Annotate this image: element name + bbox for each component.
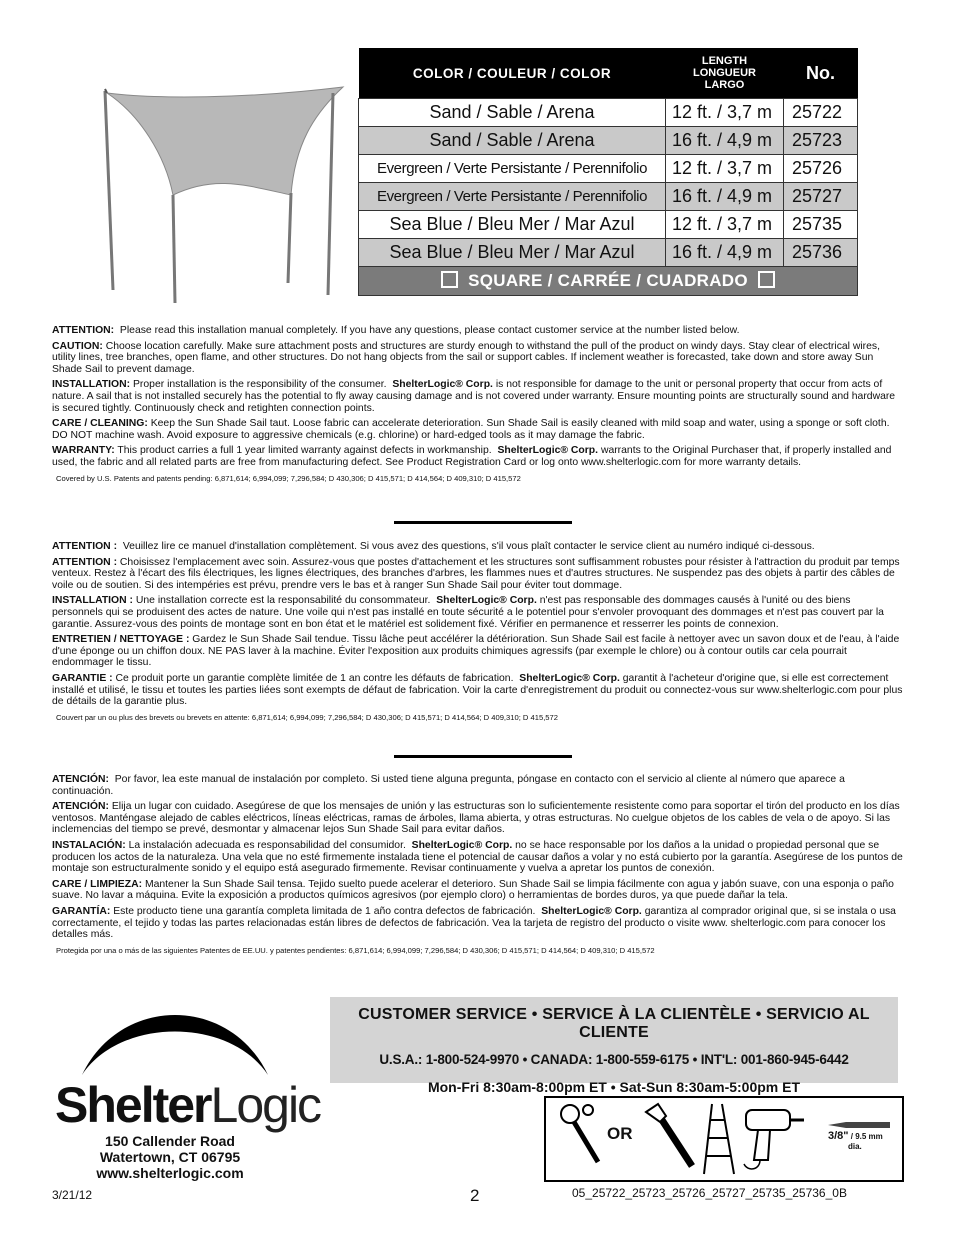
attention-label: ATENCIÓN: — [52, 774, 109, 785]
address-line: Watertown, CT 06795 — [99, 1149, 241, 1165]
drill-size-label: 3/8" / 9.5 mm dia. — [828, 1130, 883, 1151]
company-address — [80, 1133, 260, 1181]
english-section: ATTENTION: Please read this installation manual completely. If you have any questions, please contact customer service at the number listed below. CAUTION: Choose location carefully. Make sure attachment posts and structures are sturdy enough to withstand the pull of the product on windy days. Stay clear of electrical wires, utility lines, tree branches, open flame, and other structures. Do not hang objects from the sail or support cables. If inclement weather is forecasted, take down and store away Sun Shade Sail to prevent damage. INSTALLATION: Proper installation is the responsibility of the consumer. ShelterLogic® Corp. is not responsible for damage to the unit or personal property that occur from acts of nature. A sail that is not installed securely has the potential to fly away causing damage and is not covered under warranty. Ensure mounting points are structurally sound and hardware is secured tightly. Continuously check and retighten connection points. CARE / CLEANING: Keep the Sun Shade Sail taut. Loose fabric can accelerate deterioration. Sun Shade Sail is easily cleaned with mild soap and water, using a sponge or soft cloth. DO NOT machine wash. Avoid exposure to aggressive chemicals (e.g. chlorine) or hard-edged tools as it may damage the fabric. WARRANTY: This product carries a full 1 year limited warranty against defects in workmanship. ShelterLogic® Corp. warrants to the Original Purchaser that, if properly installed and used, the fabric and all related parts are free from manufacturing defect. See Product Registration Card or log onto www.shelterlogic.com for more warranty details. Covered by U.S. Patents and patents pending: 6,871,614; 6,994,099; 7,296,584; D 430,306; D 415,571; D 414,564; D 409,310; D 415,572 — [52, 325, 904, 484]
customer-service-title: CUSTOMER SERVICE • SERVICE À LA CLIENTÈLE • SERVICIO AL CLIENTE — [358, 1006, 870, 1041]
header-number: No. — [784, 48, 858, 99]
attention-label: ATTENTION: — [52, 325, 115, 336]
caution-text: Choose location carefully. Make sure attachment posts and structures are sturdy enough to withstand the pull of the product on windy days. Stay clear of electrical wires, utility lines, tree branches, open flame, and other structures. Do not hang objects from the sail or support cables. If inclement weather is forecasted, take down and store away Sun Shade Sail to prevent damage. — [52, 340, 880, 375]
number-cell: 25735 — [784, 211, 858, 239]
patents-text: Covered by U.S. Patents and patents pending: 6,871,614; 6,994,099; 7,296,584; D 430,306; D 415,571; D 414,564; D 409,310; D 415,572 — [56, 473, 521, 483]
length-cell: 16 ft. / 4,9 m — [666, 239, 784, 267]
care-label: CARE / CLEANING: — [52, 418, 148, 430]
color-cell: Sand / Sable / Arena — [359, 99, 666, 127]
length-cell: 12 ft. / 3,7 m — [666, 211, 784, 239]
checkbox-icon — [441, 271, 458, 288]
caution-label: CAUTION: — [52, 340, 103, 352]
brand-name: ShelterLogic® Corp. — [497, 445, 599, 457]
product-table — [358, 48, 858, 296]
warranty-label: WARRANTY: — [52, 445, 115, 457]
attention-text: Please read this installation manual completely. If you have any questions, please contact customer service at the number listed below. — [119, 325, 740, 336]
table-row — [359, 211, 858, 239]
number-cell: 25722 — [784, 99, 858, 127]
brand-name: ShelterLogic® Corp. — [436, 595, 537, 607]
color-cell: Sand / Sable / Arena — [359, 127, 666, 155]
patents-text: Couvert par un ou plus des brevets ou brevets en attente: 6,871,614; 6,994,099; 7,296,584; D 430,306; D 415,571; D 414,564; D 409,310; D 415,572 — [56, 712, 558, 722]
section-divider — [394, 755, 572, 758]
revision-date: 3/21/12 — [52, 1188, 93, 1202]
power-drill-icon — [738, 1100, 808, 1176]
care-label: CARE / LIMPIEZA: — [52, 878, 143, 890]
installation-label: INSTALLATION: — [52, 379, 131, 391]
table-row — [359, 239, 858, 267]
caution-text: Elija un lugar con cuidado. Asegúrese de que los mensajes de unión y las estructuras son lo suficientemente resistente como para soportar el tirón del producto en los días ventosos. Manténgase alejado de cables eléctricos, líneas eléctricas, ramas de árboles, llama abierta, y otras estructuras. No cuelgue objetos de los cables de vela o de apoyo. Si las inclemencias del tiempo se prevé, desmontar y almacenar lejos Sun Shade Sail para evitar daños. — [52, 801, 900, 836]
care-text: Mantener la Sun Shade Sail tensa. Tejido suelto puede acelerar el deterioro. Sun Shade Sail se limpia fácilmente con agua y jabón suave, con una esponja o paño suave. No lavar a máquina. Evite la exposición a productos químicos agresivos (por ejemplo cloro) o herramientas de bordes duros, ya que puede dañar la tela. — [52, 878, 894, 902]
spanish-section: ATENCIÓN: Por favor, lea este manual de instalación por completo. Si usted tiene alguna pregunta, póngase en contacto con el servicio al cliente al número que aparece a continuación. ATENCIÓN: Elija un lugar con cuidado. Asegúrese de que los mensajes de unión y las estructuras son lo suficientemente resistente como para soportar el tirón del producto en los días ventosos. Manténgase alejado de cables eléctricos, líneas eléctricas, ramas de árboles, llama abierta, y otras estructuras. No cuelgue objetos de los cables de vela o de apoyo. Si las inclemencias del tiempo se prevé, desmontar y almacenar lejos Sun Shade Sail para evitar daños. INSTALACIÓN: La instalación adecuada es responsabilidad del consumidor. ShelterLogic® Corp. no se hace responsable por los daños a la unidad o propiedad personal que se producen los actos de la naturaleza. Una vela que no esté firmemente instalada tiene el potencial de causar daños a volar y no está cubierto por la garantía. Asegúrese de los puntos de montaje son estructuralmente sonido y el equipo está asegurado firmemente. Revisar continuamente y vuelva a apretar los puntos de conexión. CARE / LIMPIEZA: Mantener la Sun Shade Sail tensa. Tejido suelto puede acelerar el deterioro. Sun Shade Sail se limpia fácilmente con agua y jabón suave, con una esponja o paño suave. No lavar a máquina. Evite la exposición a productos químicos agresivos (por ejemplo cloro) o herramientas de bordes duros, ya que puede dañar la tela. GARANTÍA: Este producto tiene una garantía completa limitada de 1 año contra defectos de fabricación. ShelterLogic® Corp. garantiza al comprador original que, si se instala o usa correctamente, el tejido y todas las partes relacionadas están libres de defectos de fabricación. Vea la tarjeta de registro del producto o visite www. shelterlogic.com para conocer los detalles más. Protegida por una o más de las siguientes Patentes de EE.UU. y patentes pendientes: 6,871,614; 6,994,099; 7,296,584; D 430,306; D 415,571; D 414,564; D 409,310; D 415,572 — [52, 774, 903, 955]
step-ladder-icon — [700, 1100, 740, 1176]
installation-label: INSTALLATION : — [52, 595, 133, 607]
length-cell: 12 ft. / 3,7 m — [666, 99, 784, 127]
drill-bit-icon — [826, 1120, 892, 1130]
table-row — [359, 155, 858, 183]
length-cell: 16 ft. / 4,9 m — [666, 127, 784, 155]
customer-service-hours: Mon-Fri 8:30am-8:00pm ET • Sat-Sun 8:30am-5:00pm ET — [427, 1079, 801, 1095]
section-divider — [394, 521, 572, 524]
warranty-label: GARANTÍA: — [52, 905, 111, 917]
attention-text: Veuillez lire ce manuel d'installation complètement. Si vous avez des questions, s'il vous plaît contacter le service client au numéro indiqué ci-dessous. — [122, 541, 815, 552]
table-row — [359, 127, 858, 155]
patents-text: Protegida por una o más de las siguientes Patentes de EE.UU. y patentes pendientes: 6,871,614; 6,994,099; 7,296,584; D 430,306; D 415,571; D 414,564; D 409,310; D 415,572 — [56, 945, 655, 955]
website-link: www.shelterlogic.com — [96, 1165, 244, 1181]
brand-name: ShelterLogic® Corp. — [392, 379, 493, 391]
document-code: 05_25722_25723_25726_25727_25735_25736_0B — [572, 1186, 847, 1200]
warranty-label: GARANTIE : — [52, 672, 113, 684]
french-section: ATTENTION : Veuillez lire ce manuel d'installation complètement. Si vous avez des questions, s'il vous plaît contacter le service client au numéro indiqué ci-dessous. ATTENTION : Choisissez l'emplacement avec soin. Assurez-vous que postes d'attachement et les structures sont suffisamment robustes pour résister à l'attraction du produit par temps venteux. Restez à l'écart des fils électriques, les lignes électriques, des branches d'arbres, les flammes nues et d'autres structures. Ne suspendez pas des objets à partir des câbles de voile ou de soutien. Si des intempéries est prévu, prendre vers le bas et à ranger Sun Shade Sail pour éviter tout dommage. INSTALLATION : Une installation correcte est la responsabilité du consommateur. ShelterLogic® Corp. n'est pas responsable des dommages causés à l'unité ou des biens personnels qui se produisent des actes de nature. Une voile qui n'est pas installé en toute sécurité a le potentiel pour s'envoler provoquant des dommages et n'est pas couvert par la garantie. Assurez-vous des points de montage sont en bon état et le matériel est solidement fixé. Vérifier en permanence et resserrer les points de connexion. ENTRETIEN / NETTOYAGE : Gardez le Sun Shade Sail tendue. Tissu lâche peut accélérer la détérioration. Sun Shade Sail est facile à nettoyer avec un savon doux et de l'eau, à l'aide d'une éponge ou un chiffon doux. NE PAS laver à la machine. Éviter l'exposition aux produits chimiques agressifs (par exemple le chlore) ou à contour outils car cela pourrait endommager le tissu. GARANTIE : Ce produit porte un garantie complète limitée de 1 an contre les défauts de fabrication. ShelterLogic® Corp. garantit à l'acheteur d'origine que, si elle est correctement installé et utilisé, le tissu et toutes les parties liées sont exempts de défaut de fabrication. Voir la carte d'enregistrement du produit ou connectez-vous sur www.shelterlogic.com pour plus de détails de la garantie plus. Couvert par un ou plus des brevets ou brevets en attente: 6,871,614; 6,994,099; 7,296,584; D 430,306; D 415,571; D 414,564; D 409,310; D 415,572 — [52, 541, 903, 722]
number-cell: 25727 — [784, 183, 858, 211]
care-text: Gardez le Sun Shade Sail tendue. Tissu lâche peut accélérer la détérioration. Sun Shade Sail est facile à nettoyer avec un savon doux et de l'eau, à l'aide d'une éponge ou un chiffon doux. NE PAS laver à la machine. Éviter l'exposition aux produits chimiques agressifs (par exemple le chlore) ou à contour outils car cela pourrait endommager le tissu. — [52, 634, 900, 669]
header-length: LENGTH LONGUEUR LARGO — [666, 48, 784, 99]
or-label: OR — [607, 1124, 633, 1143]
care-text: Keep the Sun Shade Sail taut. Loose fabric can accelerate deterioration. Sun Shade Sail is easily cleaned with mild soap and water, using a sponge or soft cloth. DO NOT machine wash. Avoid exposure to aggressive chemicals (e.g. chlorine) or hard-edged tools as it may damage the fabric. — [52, 418, 890, 441]
color-cell: Evergreen / Verte Persistante / Perennifolio — [359, 183, 666, 211]
adjustable-wrench-icon — [640, 1100, 700, 1172]
caution-label: ATENCIÓN: — [52, 801, 109, 813]
installation-label: INSTALACIÓN: — [52, 839, 126, 851]
socket-wrench-icon — [556, 1100, 606, 1170]
color-cell: Sea Blue / Bleu Mer / Mar Azul — [359, 239, 666, 267]
brand-name: ShelterLogic® Corp. — [411, 839, 513, 851]
brand-name: ShelterLogic® Corp. — [541, 905, 642, 917]
checkbox-icon — [758, 271, 775, 288]
customer-service-box — [330, 997, 898, 1095]
caution-label: ATTENTION : — [52, 556, 118, 568]
care-label: ENTRETIEN / NETTOYAGE : — [52, 634, 190, 646]
shape-label: SQUARE / CARRÉE / CUADRADO — [468, 271, 748, 290]
address-line: 150 Callender Road — [105, 1133, 235, 1149]
table-row — [359, 183, 858, 211]
length-cell: 12 ft. / 3,7 m — [666, 155, 784, 183]
header-color: COLOR / COULEUR / COLOR — [359, 48, 666, 99]
shape-row — [359, 267, 858, 296]
length-cell: 16 ft. / 4,9 m — [666, 183, 784, 211]
caution-text: Choisissez l'emplacement avec soin. Assurez-vous que postes d'attachement et les structures sont suffisamment robustes pour résister à l'attraction du produit par temps venteux. Restez à l'écart des fils électriques, les lignes électriques, des branches d'arbres, les flammes nues et d'autres structures. Ne suspendez pas des objets à partir des câbles de voile ou de soutien. Si des intempéries est prévu, prendre vers le bas et à ranger Sun Shade Sail pour éviter tout dommage. — [52, 556, 900, 591]
attention-label: ATTENTION : — [52, 541, 118, 552]
customer-service-phones: U.S.A.: 1-800-524-9970 • CANADA: 1-800-559-6175 • INT'L: 001-860-945-6442 — [379, 1052, 849, 1067]
sun-shade-sail-illustration — [95, 85, 345, 310]
number-cell: 25726 — [784, 155, 858, 183]
number-cell: 25736 — [784, 239, 858, 267]
number-cell: 25723 — [784, 127, 858, 155]
table-row — [359, 99, 858, 127]
color-cell: Sea Blue / Bleu Mer / Mar Azul — [359, 211, 666, 239]
logo-arc-icon — [80, 1003, 270, 1078]
page-number: 2 — [470, 1186, 480, 1205]
shelterlogic-logo: ShelterLogic — [55, 1077, 321, 1133]
attention-text: Por favor, lea este manual de instalación por completo. Si usted tiene alguna pregunta, póngase en contacto con el servicio al cliente al número que aparece a continuación. — [52, 774, 845, 797]
color-cell: Evergreen / Verte Persistante / Perennifolio — [359, 155, 666, 183]
brand-name: ShelterLogic® Corp. — [519, 672, 620, 684]
